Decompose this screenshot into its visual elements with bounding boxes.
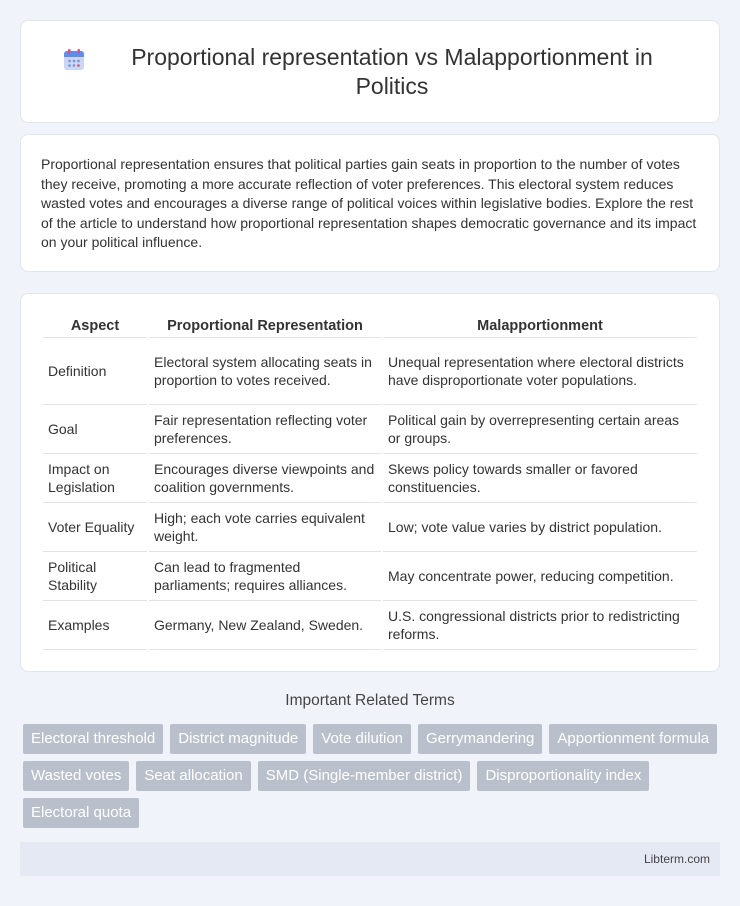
tag-wasted-votes[interactable]: Wasted votes <box>23 761 129 791</box>
row-malapportionment: Unequal representation where electoral districts have disproportionate voter populations. <box>383 338 697 405</box>
table-row <box>43 454 697 503</box>
row-proportional: High; each vote carries equivalent weight. <box>149 503 381 552</box>
table-header-row <box>43 314 697 338</box>
column-header-malapportionment: Malapportionment <box>383 314 697 338</box>
related-terms-tags <box>23 724 720 828</box>
row-proportional: Germany, New Zealand, Sweden. <box>149 601 381 650</box>
tag-electoral-quota[interactable]: Electoral quota <box>23 798 139 828</box>
footer-site-link[interactable]: Libterm.com <box>643 852 710 866</box>
table-row <box>43 601 697 650</box>
tag-disproportionality-index[interactable]: Disproportionality index <box>477 761 649 791</box>
row-malapportionment: Low; vote value varies by district population. <box>383 503 697 552</box>
row-aspect: Impact on Legislation <box>43 454 147 503</box>
row-aspect: Political Stability <box>43 552 147 601</box>
tag-vote-dilution[interactable]: Vote dilution <box>313 724 411 754</box>
row-aspect: Examples <box>43 601 147 650</box>
header-card <box>20 20 720 123</box>
row-malapportionment: May concentrate power, reducing competition. <box>383 552 697 601</box>
column-header-proportional: Proportional Representation <box>149 314 381 338</box>
table-row <box>43 338 697 405</box>
table-row <box>43 405 697 454</box>
comparison-table <box>41 314 699 650</box>
row-proportional: Electoral system allocating seats in proportion to votes received. <box>149 338 381 405</box>
row-aspect: Definition <box>43 338 147 405</box>
intro-text: Proportional representation ensures that political parties gain seats in proportion to the number of votes they receive, promoting a more accurate reflection of voter preferences. This electoral system reduces wasted votes and encourages a diverse range of political voices within legislative bodies. Explore the rest of the article to understand how proportional representation shapes democratic governance and its impact on your political influence. <box>41 156 697 251</box>
row-proportional: Can lead to fragmented parliaments; requires alliances. <box>149 552 381 601</box>
row-malapportionment: Political gain by overrepresenting certain areas or groups. <box>383 405 697 454</box>
tag-district-magnitude[interactable]: District magnitude <box>170 724 306 754</box>
row-proportional: Encourages diverse viewpoints and coalition governments. <box>149 454 381 503</box>
row-aspect: Goal <box>43 405 147 454</box>
tag-smd[interactable]: SMD (Single-member district) <box>258 761 471 791</box>
footer <box>20 842 720 876</box>
tag-electoral-threshold[interactable]: Electoral threshold <box>23 724 163 754</box>
intro-card <box>20 134 720 272</box>
row-proportional: Fair representation reflecting voter preferences. <box>149 405 381 454</box>
row-malapportionment: U.S. congressional districts prior to redistricting reforms. <box>383 601 697 650</box>
tag-apportionment-formula[interactable]: Apportionment formula <box>549 724 717 754</box>
column-header-aspect: Aspect <box>43 314 147 338</box>
header-inner <box>61 43 679 101</box>
tag-gerrymandering[interactable]: Gerrymandering <box>418 724 542 754</box>
page-title: Proportional representation vs Malapportionment in Politics <box>131 43 653 99</box>
row-malapportionment: Skews policy towards smaller or favored constituencies. <box>383 454 697 503</box>
comparison-table-card <box>20 293 720 672</box>
row-aspect: Voter Equality <box>43 503 147 552</box>
related-terms-title: Important Related Terms <box>285 692 455 709</box>
table-row <box>43 503 697 552</box>
table-row <box>43 552 697 601</box>
calendar-icon <box>61 47 87 73</box>
tag-seat-allocation[interactable]: Seat allocation <box>136 761 250 791</box>
